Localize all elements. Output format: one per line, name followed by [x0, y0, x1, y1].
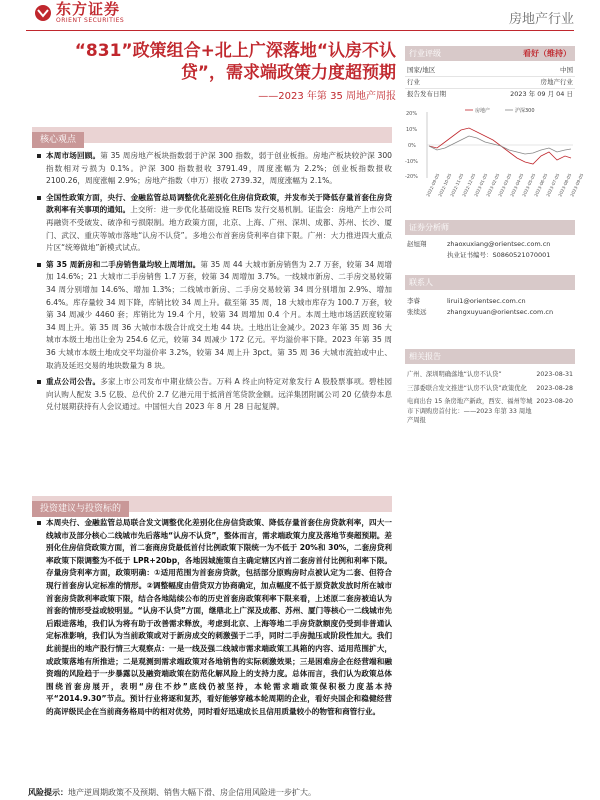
- core-views-heading-bar: [32, 127, 392, 143]
- core-view-item: [34, 259, 392, 372]
- analysts-header: [405, 220, 575, 235]
- chart-y-tick: 20%: [406, 111, 418, 117]
- logo-chinese-name: 东方证券: [56, 0, 121, 18]
- info-key: 行业: [407, 78, 420, 86]
- title-block: [32, 40, 396, 102]
- chart-x-tick: 2023-02-05: [486, 173, 502, 198]
- core-view-lead: 重点公司公告。: [46, 377, 101, 387]
- chart-x-tick: 2023-04-05: [510, 173, 526, 198]
- advice-heading: 投资建议与投资标的: [32, 501, 129, 517]
- related-report-date: 2023-08-28: [536, 384, 573, 392]
- info-row: [405, 89, 575, 100]
- core-view-text: 多家上市公司发布中期业绩公告。万科 A 终止向特定对象发行 A 股股票事项。碧桂园向认购人配发 3.5 亿股、总代价 2.7 亿港元用于抵消首笔贷款金额。远洋集团附属公司 20 亿债券本息兑付展期获持有人会议通过。中国恒大自 2023 年 8 月 28 日起复牌。: [46, 377, 392, 412]
- advice-list: [34, 517, 392, 723]
- related-report-title[interactable]: 电商出台 15 条房地产新政，西安、福州等城市下调购房首付比：——2023 年第 33 周地产周报: [407, 398, 533, 424]
- risk-text: 地产逆周期政策不及预期、销售大幅下滑、房企信用风险进一步扩大。: [68, 788, 316, 797]
- info-value: 中国: [560, 66, 573, 74]
- core-view-lead: 第 35 周新房和二手房销售量均较上周增加。: [46, 259, 201, 269]
- core-view-item: [34, 376, 392, 414]
- info-value: 2023 年 09 月 04 日: [510, 90, 573, 98]
- report-title: “831”政策组合+北上广深落地“认房不认贷”，需求端政策力度超预期: [74, 41, 396, 83]
- sidebar: [405, 46, 586, 201]
- info-value: 房地产行业: [540, 78, 573, 86]
- related-header-label: 相关报告: [409, 352, 441, 361]
- risk-label: 风险提示：: [28, 788, 68, 797]
- core-view-text: 上交所：进一步优化基础设施 REITs 发行交易机制。证监会：房地产上市公司再融资不受破发、破净和亏损限制。地方政策方面，北京、上海、广州、深圳、成都、苏州、长沙、厦门、武汉、重庆等城市落地“认房不认贷”。多地公布首套房贷利率自律下限。广州：大力推进四大重点片区“统筹做地”新模式试点。: [46, 205, 393, 253]
- related-report-item[interactable]: [405, 382, 575, 396]
- legend-hs300: 沪深300: [515, 108, 535, 114]
- related-report-item[interactable]: [405, 395, 575, 428]
- info-row: [405, 65, 575, 76]
- contacts-header: [405, 275, 575, 290]
- chart-x-tick: 2023-07-05: [546, 173, 562, 198]
- chart-x-tick: 2022-11-05: [450, 173, 466, 198]
- chart-x-tick: 2022-10-05: [438, 173, 454, 198]
- related-report-date: 2023-08-20: [536, 398, 573, 405]
- analyst-section: [405, 220, 575, 261]
- chart-x-tick: 2023-06-05: [534, 173, 550, 198]
- core-views-list: [34, 150, 392, 418]
- rating-value: 看好（维持）: [523, 49, 571, 58]
- advice-text: 本周央行、金融监管总局联合发文调整优化差别化住房信贷政策、降低存量首套住房贷款利率，四大一线城市及部分核心二线城市先后落地“认房不认贷”，整体而言，需求端政策力度及落地节奏超预期。差别化住房信贷政策方面，首二套商房贷最低首付比例政策下限统一为不低于 20%和 30%，二套房贷利率政策下限调整为不低于 LPR+20bp，各地因城施策自主确定辖区内首二套房首付比例和利率下限。存量房贷利率方面，政策明确：①适用范围为首套房贷款，包括部分原购房时点被认定为二套、但符合现行首套房认定标准的情形。②调整幅度由借贷双方协商确定，加点幅度不低于原贷款发放时所在城市首套房贷款利率政策下限，结合各地陆续公布的历史首套房政策利率下限来看，上述原二套房被追认为首套的情形受益或较明显。“认房不认贷”方面，继鼎北上广深及成都、苏州、厦门等核心一二线城市先后跟进落地，我们认为将有助于改善需求释放，考虑到北京、上海等地二手房贷款额度仍受到非普通认定标准影响，我们认为当前政策或对于新房成交的刺激强于二手，同时二手房抛压或阶段性加大。我们此前提出的地产股行情三大观察点：一是一线及强二线城市需求端政策工具箱的内容、适用范围扩大，或政策落地有所推进；二是观测到需求端政策对各地销售的实际刺激效果；三是困难房企在经营端和融资端的风险趋于一步暴露以及融资端政策在防范化解风险上的支持力度。总体而言，我们认为政策总体围绕首套房展开，表明“房住不炒”底线仍被坚持，本轮需求端政策保积极力度基本持平“2014.9.30”节点。预计行业将逐和复苏，看好能够穿越本轮周期的企业，看好央国企和稳健经营的高评级民企在当前商务格局中的相对优势，同时看好迅速成长且信用质量较小的物管和商管行业。: [46, 518, 392, 716]
- info-key: 国家/地区: [407, 66, 436, 74]
- legend-real-estate: 房地产: [475, 108, 491, 114]
- chart-x-tick: 2022-12-05: [462, 173, 478, 198]
- info-row: [405, 77, 575, 88]
- contact-email[interactable]: zhangxuyuan@orientsec.com.cn: [447, 308, 554, 316]
- rating-header: [405, 46, 575, 61]
- contact-name: 张续远: [407, 308, 427, 316]
- core-views-heading: 核心观点: [32, 132, 84, 148]
- core-view-lead: 全国性政策方面，央行、金融监管总局调整优化差别化住房信贷政策，并发布关于降低存量首套住房贷款利率有关事项的通知。: [46, 192, 392, 215]
- related-reports-section: [405, 349, 575, 428]
- analyst-name: 赵旭翔: [407, 240, 427, 248]
- logo-english-name: ORIENT SECURITIES: [56, 17, 125, 24]
- chart-y-tick: 0%: [408, 143, 416, 149]
- risk-warning: [28, 787, 316, 798]
- rating-header-label: 行业评级: [409, 49, 441, 58]
- contact-row: [405, 307, 575, 318]
- chart-x-tick: 2023-09-05: [570, 173, 586, 198]
- advice-item: [34, 517, 392, 719]
- header-divider: [26, 30, 574, 31]
- contact-row: [405, 296, 575, 307]
- related-report-date: 2023-08-31: [536, 371, 573, 378]
- core-view-text: 第 35 周房地产板块指数弱于沪深 300 指数，弱于创业板指。房地产板块较沪深 300 指数相对亏损为 0.1%。沪深 300 指数报收 3791.49，周度涨幅为 2.2%；创业板指数报收 2100.26，周度涨幅 2.9%；房地产指数（申万）报收 2739.32，周度涨幅为 2.1%。: [46, 151, 392, 186]
- chart-y-tick: -10%: [405, 159, 418, 165]
- info-key: 报告发布日期: [407, 90, 446, 98]
- related-report-title[interactable]: 三部委联合发文推进“认房不认贷”政策优化: [407, 384, 527, 392]
- related-header: [405, 349, 575, 364]
- performance-chart: [405, 106, 586, 201]
- contact-name: 李睿: [407, 297, 420, 305]
- contacts-header-label: 联系人: [409, 278, 433, 287]
- analyst-cert: 执业证书编号：S0860521070001: [447, 251, 551, 259]
- chart-y-tick: 10%: [406, 127, 418, 133]
- core-view-lead: 本周市场回顾。: [46, 151, 101, 160]
- chart-x-tick: 2023-05-05: [522, 173, 538, 198]
- chart-x-tick: 2023-03-05: [498, 173, 514, 198]
- logo: [34, 0, 124, 26]
- logo-mark-icon: [34, 4, 52, 22]
- chart-x-tick: 2022-09-05: [426, 173, 442, 198]
- advice-heading-bar: [32, 496, 392, 512]
- report-subtitle: ——2023 年第 35 周地产周报: [258, 91, 396, 102]
- header-industry: 房地产行业: [508, 12, 574, 27]
- chart-x-tick: 2023-08-05: [558, 173, 574, 198]
- analyst-cert-row: [405, 250, 575, 261]
- contact-email[interactable]: lirui1@orientsec.com.cn: [447, 297, 526, 305]
- core-view-item: [34, 192, 392, 255]
- related-report-item[interactable]: [405, 368, 575, 382]
- analyst-email[interactable]: zhaoxuxiang@orientsec.com.cn: [447, 240, 551, 248]
- chart-x-tick: 2023-01-05: [474, 173, 490, 198]
- core-view-item: [34, 150, 392, 188]
- chart-y-tick: -20%: [405, 174, 418, 180]
- analyst-row: [405, 239, 575, 250]
- contacts-section: [405, 275, 575, 318]
- analysts-header-label: 证券分析师: [409, 223, 449, 232]
- related-report-title[interactable]: 广州、深圳明确落地“认房不认贷”: [407, 371, 502, 378]
- core-view-text: 第 35 周 44 大城市新房销售为 2.7 万套，较第 34 周增加 14.6%；21 大城市二手房销售 1.7 万套，较第 34 周增加 3.7%。一线城市新房、二手房交易较第 34 周分别增加 14.6%、增加 1.3%；二线城市新房、二手房交易较第 34 周分别增加 2.9%、增加 6.4%。库存量较 34 周下降，库销比较 34 周上升。截至第 35 周，18 大城市库存为 100.7 万套，较第 34 周减少 4460 套；库销比为 19.4 个月，较第 34 周增加 0.4 个月。本周土地市场活跃度较第 34 周上升。第 35 周 36 大城市本级合计成交土地 44 块。土地出让金减少。2023 年第 35 周 36 大城市本级土地出让金为 254.6 亿元，较第 34 周减少 172 亿元。平均溢价率下降。2023 年第 35 周 36 大城市本级土地成交平均溢价率 3.2%，较第 34 周上升 3pct。第 35 周 36 大城市流拍或中止、取消及延迟交易的地块数量为 8 块。: [46, 259, 393, 370]
